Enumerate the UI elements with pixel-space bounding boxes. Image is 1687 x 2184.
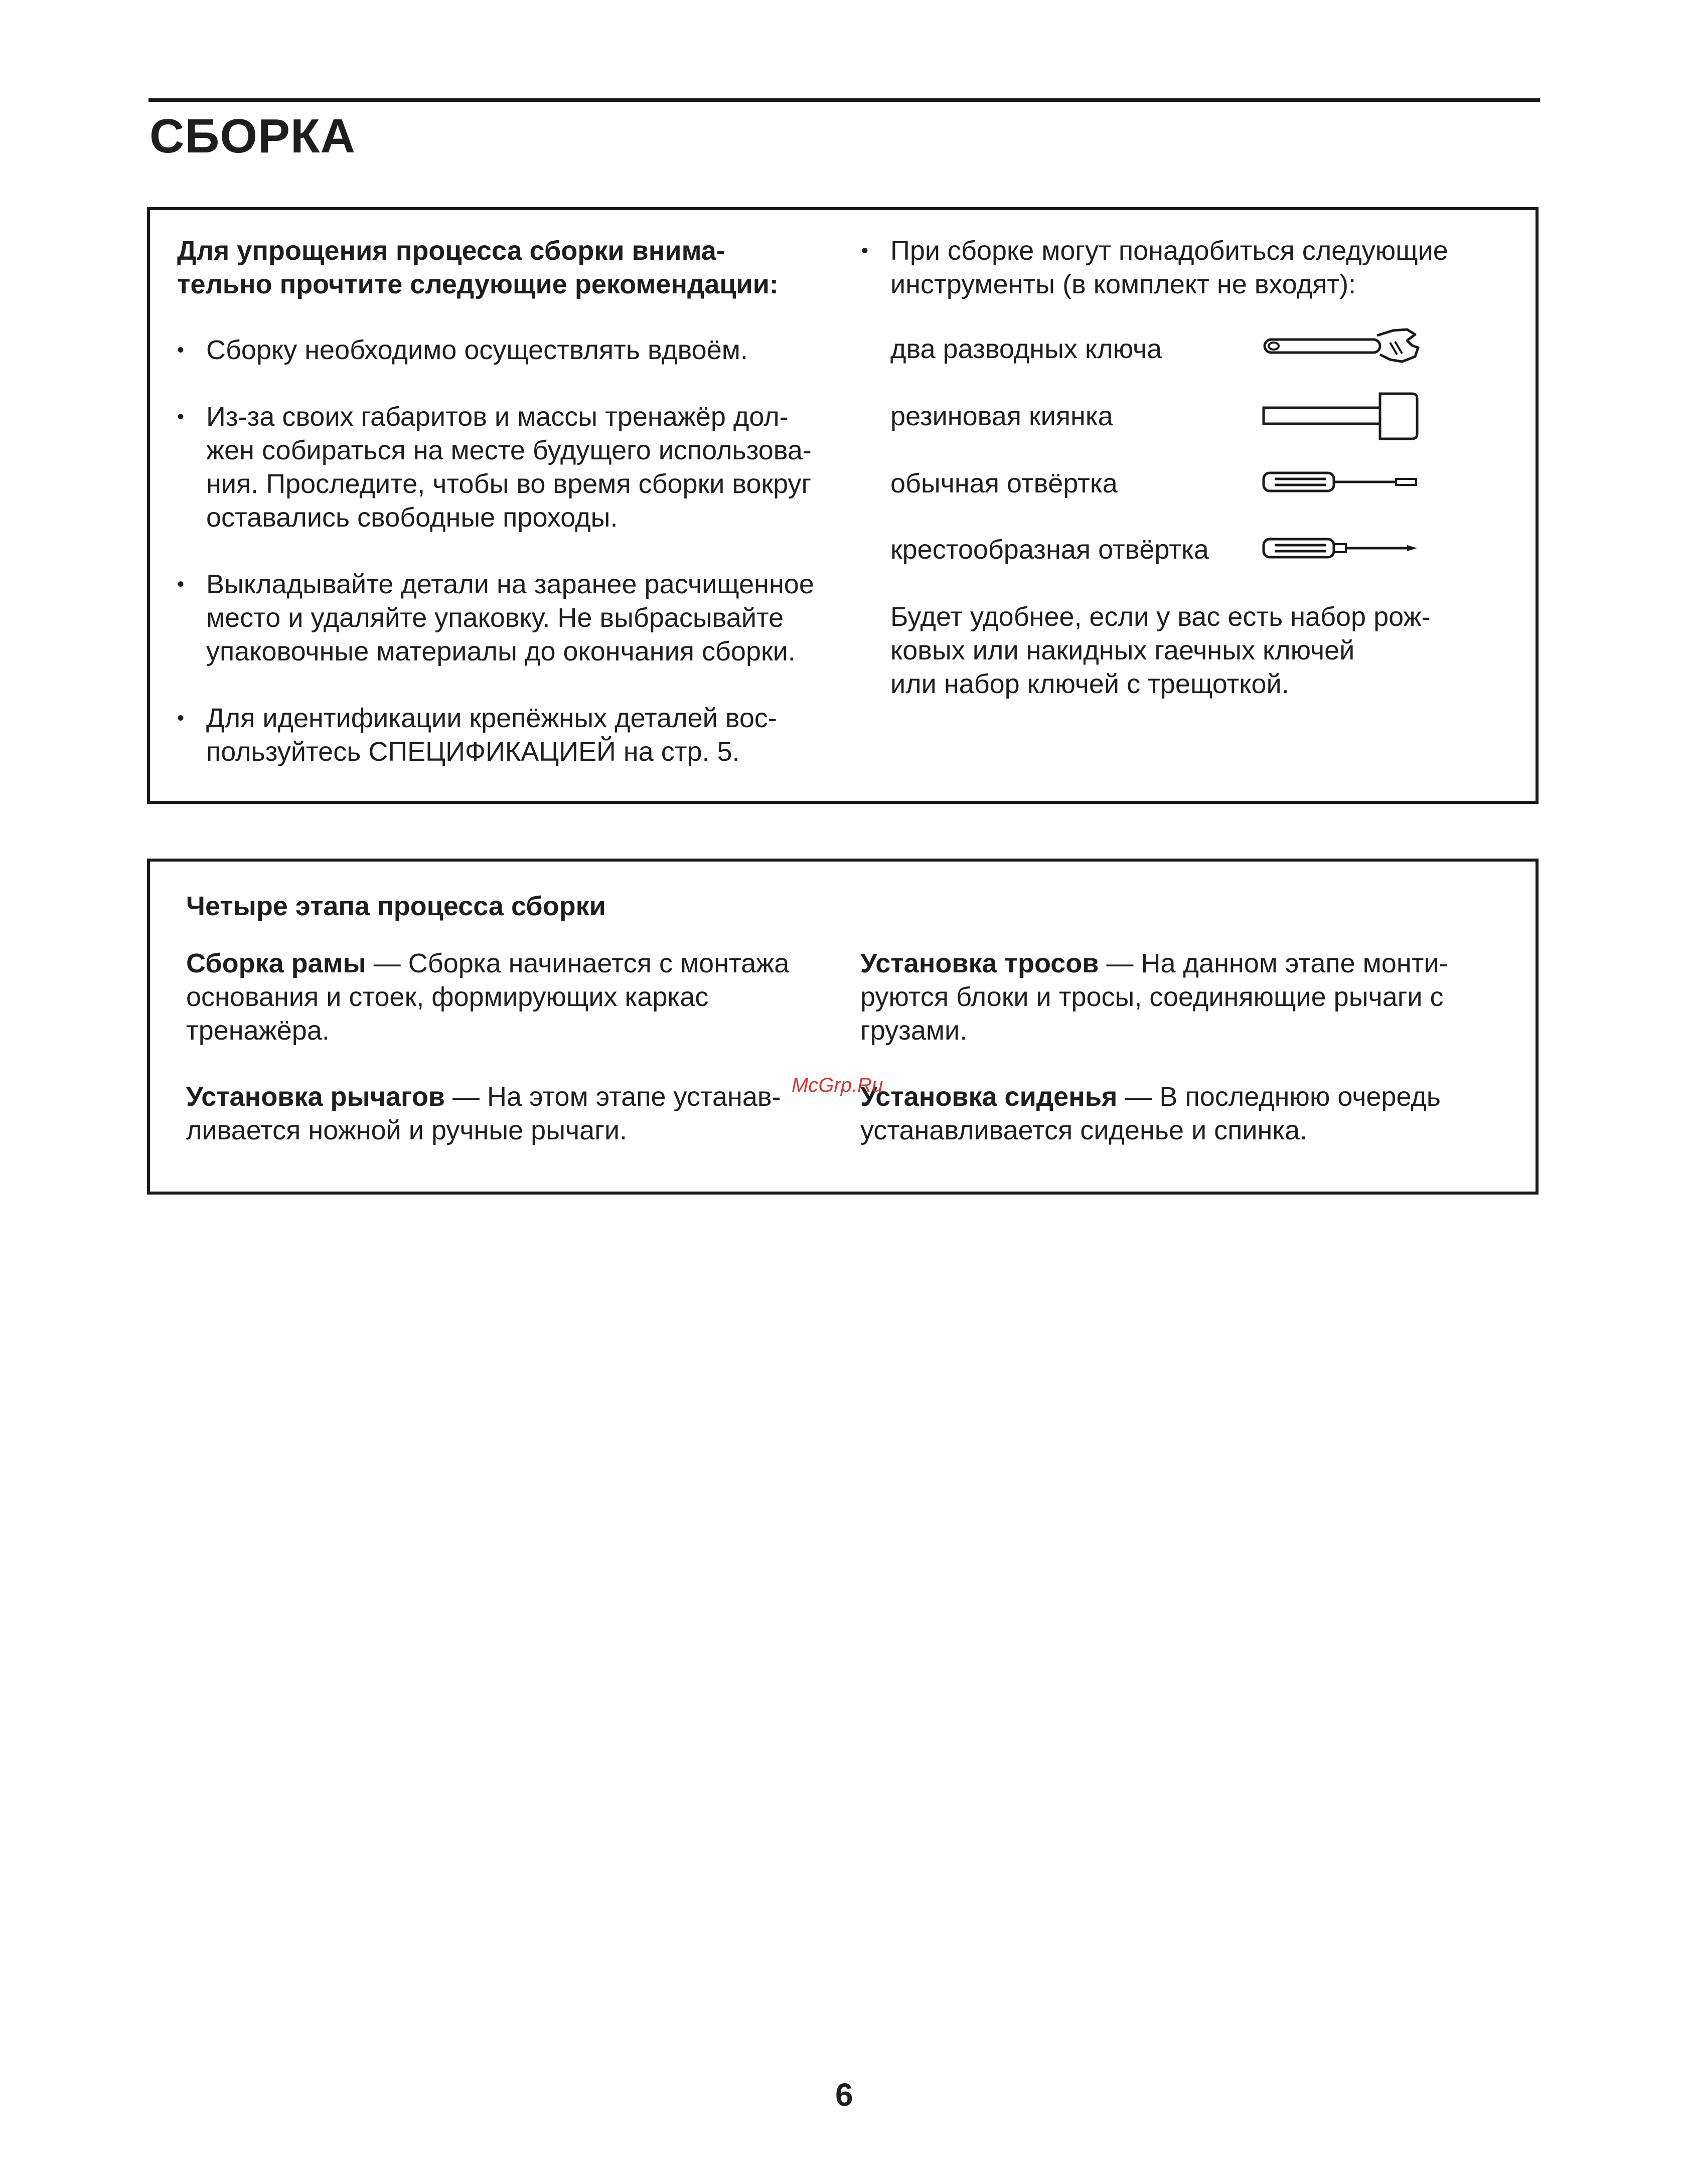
stage-name: Установка сиденья	[860, 1082, 1118, 1112]
tool-label: крестообразная отвёртка	[890, 535, 1209, 565]
recommendation-bullet: • Из-за своих габаритов и массы тренажёр дол- жен собираться на месте будущего использова- ния. Проследите, чтобы во время сборки вокруг оставались свободные проходы.	[177, 400, 839, 535]
stages-box	[147, 859, 1539, 1195]
tool-row-mallet	[890, 400, 1492, 440]
header-rule	[148, 98, 1540, 102]
stage-levers	[186, 1080, 833, 1147]
recommendations-lead: Для упрощения процесса сборки внима- тельно прочтите следующие рекомендации:	[177, 236, 779, 299]
page-title: СБОРКА	[149, 109, 356, 163]
tool-row-wrench	[890, 332, 1492, 373]
stage-cables	[860, 947, 1482, 1048]
stage-text: — На этом этапе устанав-ливается ножной и ручные рычаги.	[186, 1082, 781, 1145]
stage-name: Установка рычагов	[186, 1082, 445, 1112]
watermark: McGrp.Ru	[792, 1074, 883, 1096]
tool-label: обычная отвёртка	[890, 468, 1118, 498]
tools-note: Будет удобнее, если у вас есть набор рож- ковых или накидных гаечных ключей или набор ключей с трещоткой.	[890, 602, 1431, 699]
rubber-mallet-icon	[1262, 389, 1422, 444]
stage-text: — Сборка начинается с монтажа основания и стоек, формирующих каркас тренажёра.	[186, 948, 790, 1046]
tools-column	[861, 234, 1513, 776]
recommendations-box	[147, 207, 1539, 804]
recommendation-bullet: • Для идентификации крепёжных деталей вос- пользуйтесь СПЕЦИФИКАЦИЕЙ на стр. 5.	[177, 702, 839, 769]
recommendations-column	[177, 234, 839, 769]
recommendation-bullet: • Сборку необходимо осуществлять вдвоём.	[177, 333, 839, 367]
tool-row-phillips-screwdriver	[890, 533, 1492, 573]
tool-row-flat-screwdriver	[890, 467, 1492, 507]
stages-title: Четыре этапа процесса сборки	[186, 891, 606, 921]
stage-text: — В последнюю очередь устанавливается сиденье и спинка.	[860, 1082, 1441, 1145]
stage-text: — На данном этапе монти-руются блоки и тросы, соединяющие рычаги с грузами.	[860, 948, 1448, 1046]
recommendation-bullet: • Выкладывайте детали на заранее расчищенное место и удаляйте упаковку. Не выбрасывайте упаковочные материалы до окончания сборки.	[177, 568, 839, 668]
tool-label: два разводных ключа	[890, 334, 1162, 364]
stage-seat	[860, 1080, 1482, 1147]
adjustable-wrench-icon	[1262, 325, 1422, 371]
page-number: 6	[835, 2077, 853, 2113]
stage-name: Установка тросов	[860, 948, 1099, 978]
tool-label: резиновая киянка	[890, 401, 1113, 431]
stage-name: Сборка рамы	[186, 948, 366, 978]
flat-screwdriver-icon	[1262, 464, 1422, 499]
phillips-screwdriver-icon	[1262, 530, 1422, 565]
stage-frame	[186, 947, 833, 1048]
tools-intro: • При сборке могут понадобиться следующие инструменты (в комплект не входят):	[861, 234, 1513, 301]
